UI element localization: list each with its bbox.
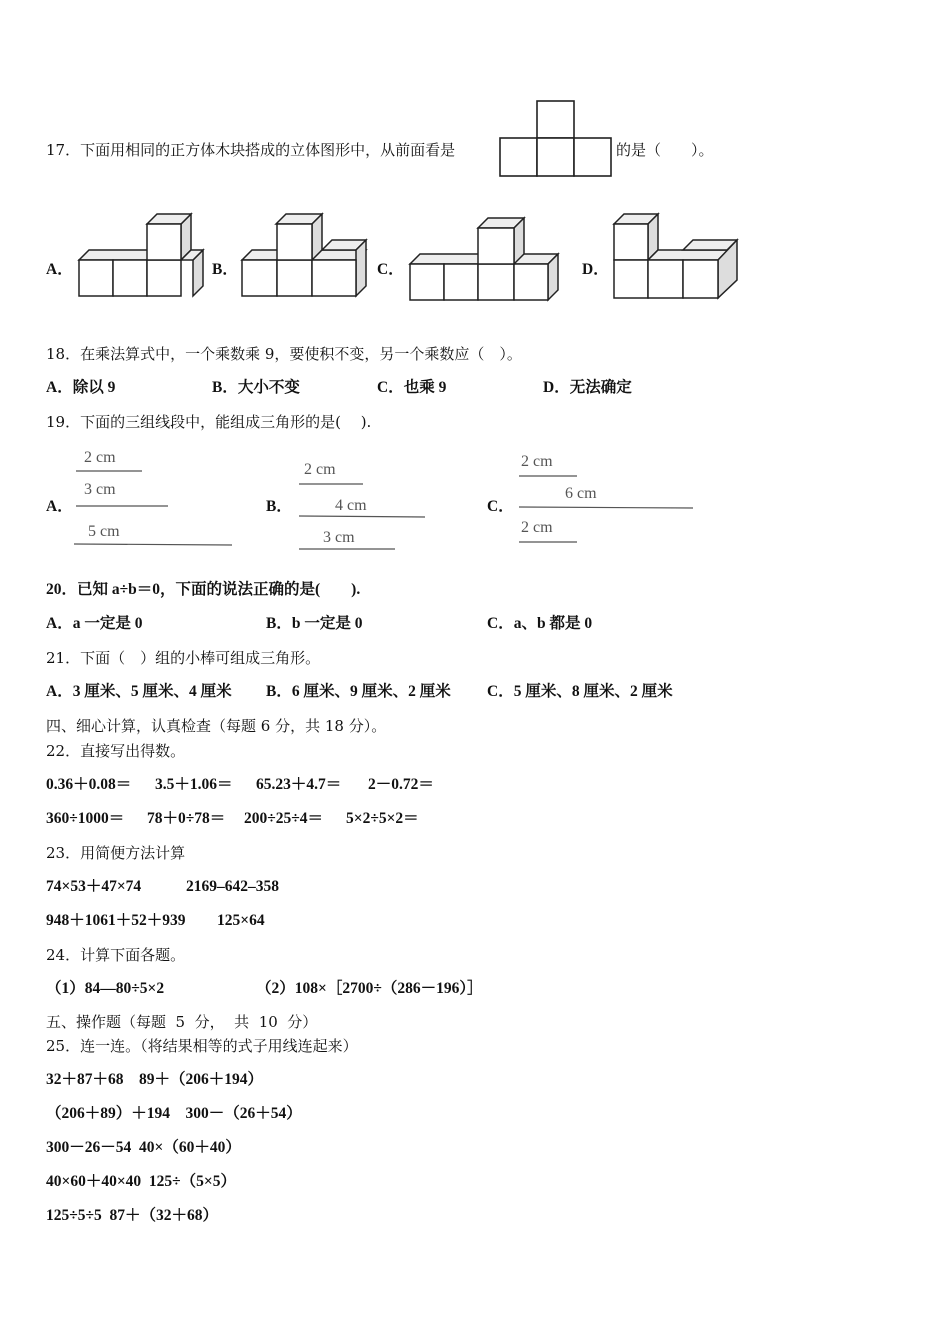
q25-row-5: 125÷5÷5 87＋（32＋68）: [46, 1207, 219, 1224]
q25-row-4: 40×60＋40×40 125÷（5×5）: [46, 1173, 237, 1190]
q18-option-a[interactable]: A．除以 9: [46, 379, 116, 396]
q18-option-b[interactable]: B．大小不变: [212, 379, 300, 396]
seg-c3-label: 2 cm: [521, 519, 553, 536]
section-5-heading: 五、操作题（每题 5 分， 共 10 分）: [46, 1013, 318, 1031]
seg-b2-label: 4 cm: [335, 497, 367, 514]
q19-option-b-segments[interactable]: [295, 452, 435, 552]
q17-option-b-figure[interactable]: [241, 210, 371, 300]
q21-option-a[interactable]: A．3 厘米、5 厘米、4 厘米: [46, 683, 232, 700]
q17-option-b-label[interactable]: B．: [212, 261, 238, 278]
q20-option-c[interactable]: C．a、b 都是 0: [487, 615, 593, 632]
q22-r1-c1: 0.36＋0.08＝: [46, 776, 132, 793]
q19-option-c-segments[interactable]: [515, 444, 700, 548]
q25-row-3: 300－26－54 40×（60＋40）: [46, 1139, 241, 1156]
q23-stem: 23．用简便方法计算: [46, 844, 186, 862]
q25-row-2: （206＋89）＋194 300－（26＋54）: [46, 1105, 302, 1122]
q23-r1-c2: 2169–642–358: [186, 878, 279, 895]
q20-stem: 20．已知 a÷b＝0，下面的说法正确的是( ).: [46, 581, 361, 598]
seg-b1-label: 2 cm: [304, 461, 336, 478]
q19-option-a-segments[interactable]: [70, 442, 240, 550]
q17-option-d-label[interactable]: D．: [582, 261, 609, 278]
seg-b3-label: 3 cm: [323, 529, 355, 546]
section-4-heading: 四、细心计算，认真检查（每题 6 分，共 18 分）。: [46, 717, 387, 735]
q17-option-a-figure[interactable]: [78, 210, 208, 300]
seg-a1-label: 2 cm: [84, 449, 116, 466]
q22-r1-c2: 3.5＋1.06＝: [155, 776, 233, 793]
q19-option-b-label[interactable]: B．: [266, 498, 292, 515]
q22-r1-c4: 2－0.72＝: [368, 776, 434, 793]
q17-stem-after: 的是（ ）。: [616, 141, 714, 159]
q25-row-1: 32＋87＋68 89＋（206＋194）: [46, 1071, 264, 1088]
q20-option-b[interactable]: B．b 一定是 0: [266, 615, 363, 632]
q18-option-d[interactable]: D．无法确定: [543, 379, 632, 396]
q19-option-c-label[interactable]: C．: [487, 498, 514, 515]
q21-stem: 21．下面（ ）组的小棒可组成三角形。: [46, 649, 321, 667]
q21-option-b[interactable]: B．6 厘米、9 厘米、2 厘米: [266, 683, 451, 700]
q23-r2-c1: 948＋1061＋52＋939: [46, 912, 186, 929]
seg-a3-label: 5 cm: [88, 523, 120, 540]
q24-stem: 24．计算下面各题。: [46, 946, 186, 964]
q23-r1-c1: 74×53＋47×74: [46, 878, 142, 895]
q22-r2-c1: 360÷1000＝: [46, 810, 125, 827]
q21-option-c[interactable]: C．5 厘米、8 厘米、2 厘米: [487, 683, 673, 700]
q17-option-c-label[interactable]: C．: [377, 261, 404, 278]
q24-item-2: （2）108×［2700÷（286－196）］: [256, 980, 483, 997]
q22-r2-c2: 78＋0÷78＝: [147, 810, 226, 827]
front-view-figure: [499, 100, 614, 178]
q20-option-a[interactable]: A．a 一定是 0: [46, 615, 143, 632]
q25-stem: 25．连一连。（将结果相等的式子用线连起来）: [46, 1037, 358, 1055]
seg-c2-label: 6 cm: [565, 485, 597, 502]
seg-a2-label: 3 cm: [84, 481, 116, 498]
q22-stem: 22．直接写出得数。: [46, 742, 186, 760]
q18-stem: 18．在乘法算式中，一个乘数乘 9，要使积不变，另一个乘数应（ ）。: [46, 345, 522, 363]
q22-r2-c3: 200÷25÷4＝: [244, 810, 324, 827]
q19-option-a-label[interactable]: A．: [46, 498, 73, 515]
q17-option-c-figure[interactable]: [409, 212, 564, 302]
q19-stem: 19．下面的三组线段中，能组成三角形的是( ).: [46, 413, 372, 431]
q22-r1-c3: 65.23＋4.7＝: [256, 776, 342, 793]
q17-stem-before: 17．下面用相同的正方体木块搭成的立体图形中，从前面看是: [46, 141, 456, 159]
q23-r2-c2: 125×64: [217, 912, 265, 929]
q24-item-1: （1）84—80÷5×2: [46, 980, 165, 997]
q17-option-a-label[interactable]: A．: [46, 261, 73, 278]
seg-c1-label: 2 cm: [521, 453, 553, 470]
q22-r2-c4: 5×2÷5×2＝: [346, 810, 419, 827]
q18-option-c[interactable]: C．也乘 9: [377, 379, 447, 396]
q17-option-d-figure[interactable]: [613, 210, 743, 300]
